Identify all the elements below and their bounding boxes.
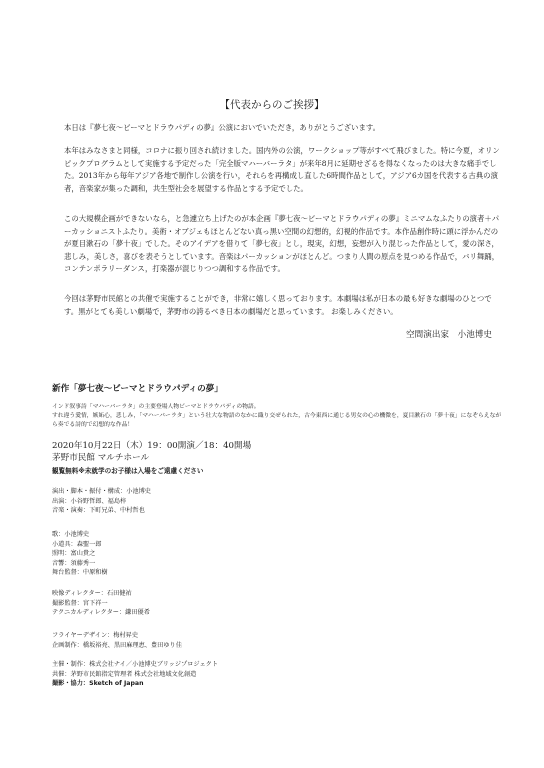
credit-line: 照明：富山貴之 (52, 550, 96, 558)
credit-line: 出演：小谷野哲郎、福島梓 (52, 497, 127, 505)
greeting-signature: 空間演出家 小池博史 (406, 330, 492, 340)
program-description (52, 403, 502, 429)
credits-group-video (52, 589, 150, 618)
greeting-paragraph-4: 今回は茅野市民館との共催で実施することができ，非常に嬉しく思っております。本劇場は私が日本の最も好きな劇場のひとつです。黒がとても美しい劇場で，茅野市の誇るべき日本の劇場だと思っています。 お楽しみください。 (64, 294, 492, 316)
credit-line: 共催：茅野市民館指定管理者 株式会社地域文化創造 (52, 670, 197, 678)
credit-line: 主催・制作：株式会社ナイ／小池博史ブリッジプロジェクト (52, 661, 219, 668)
credit-line: 撮影・協力：Sketch of Japan (52, 680, 144, 688)
program-description-line-1: インド叙事詩「マハーバーラタ」の主要登場人物ビーマとドラウパディの物語。 (52, 404, 260, 410)
performance-venue: 茅野市民館 マルチホール (52, 453, 150, 463)
greeting-paragraph-2: 本年はみなさまと同様，コロナに振り回され続けました。国内外の公演，ワークショップ等がすべて飛びました。特に今夏，オリンピックプログラムとして実施する予定だった「完全版マハーバーラタ」が来年8月に延期せざるを得なくなったのは大きな痛手でした。2013年から毎年アジア各地で制作し公演を行い，それらを再構成し直した6時間作品として，アジア6カ国を代表する古典の演者，音楽家が集った調和，共生型社会を展望する作品とする予定でした。 (64, 146, 500, 193)
credit-line: 歌：小池博史 (52, 531, 90, 538)
admission-note: 観覧無料※未就学のお子様は入場をご遠慮ください (52, 467, 204, 475)
performance-datetime: 2020年10月22日（木）19：00開演／18：40開場 (52, 441, 252, 451)
credit-line: フライヤーデザイン：梅村昇史 (52, 632, 139, 639)
credits-group-design (52, 631, 182, 650)
program-title: 新作「夢七夜～ビーマとドラウパディの夢」 (52, 384, 223, 394)
credit-line: 映像ディレクター：石田健祐 (52, 590, 132, 597)
greeting-heading: 【代表からのご挨拶】 (219, 99, 325, 111)
credit-line: 企画制作：橋坂裕亮、黒田麻理恵、豊田ゆり佳 (52, 641, 182, 649)
program-description-line-2: すれ違う愛情，嫉妬心，悲しみ，「マハーバーラタ」という壮大な物語のなかに織り交ぜられた，古今東西に通じる男女の心の機微を，夏目漱石の「夢十夜」になぞらえながら奏でる詩的で幻想的な作品！ (52, 412, 502, 428)
credit-line: 小道具：森聖一郎 (52, 540, 102, 548)
credit-line: 音響：須藤秀一 (52, 559, 96, 567)
greeting-paragraph-3: この大規模企画ができないなら，と急遽立ち上げたのが本企画『夢七夜～ビーマとドラウパディの夢』ミニマムなふたりの演者＋パーカッショニストふたり。美術・オブジェもほとんどない真っ黒い空間の幻想的，幻視的作品です。本作品創作時に頭に浮かんだのが夏目漱石の「夢十夜」でした。そのアイデアを借りて「夢七夜」とし，現実，幻想，妄想が入り混じった作品として，愛の深さ，悲しみ，美しさ，喜びを表そうとしています。音楽はパーカッションがほとんど。つまり人間の原点を見つめる作品で，バリ舞踊，コンテンポラリーダンス，打楽器が混じりつつ調和する作品です。 (64, 214, 500, 274)
credits-group-organizers (52, 660, 218, 689)
credit-line: テクニカルディレクター：鎌田優希 (52, 609, 150, 617)
credit-line: 音楽・演奏：下町兄弟、中村哲也 (52, 507, 145, 515)
credit-line: 舞台監督：中原和樹 (52, 569, 108, 577)
credit-line: 演出・脚本・振付・構成：小池博史 (52, 488, 151, 495)
credit-line: 撮影監督：宮下祥一 (52, 599, 108, 607)
greeting-paragraph-1: 本日は『夢七夜～ビーマとドラウパディの夢』公演においでいただき，ありがとうございます。 (64, 123, 381, 132)
credits-group-staff (52, 530, 108, 578)
credits-group-creative (52, 487, 151, 516)
